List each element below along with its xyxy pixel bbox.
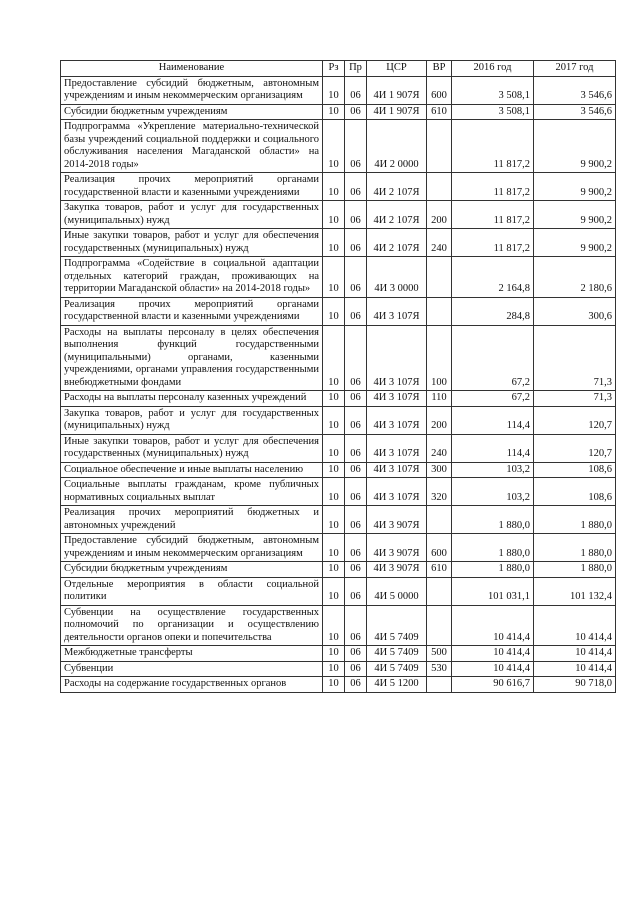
row-rz: 10 — [323, 506, 345, 534]
row-amount-2016: 1 880,0 — [452, 534, 534, 562]
row-vr: 300 — [427, 462, 452, 478]
row-rz: 10 — [323, 534, 345, 562]
budget-table — [60, 60, 616, 693]
row-amount-2017: 10 414,4 — [534, 646, 616, 662]
row-csr: 4И 2 0000 — [367, 120, 427, 173]
row-amount-2016: 90 616,7 — [452, 677, 534, 693]
row-name: Закупка товаров, работ и услуг для государственных (муниципальных) нужд — [61, 201, 323, 229]
row-csr: 4И 3 107Я — [367, 406, 427, 434]
row-pr: 06 — [345, 577, 367, 605]
table-row — [61, 104, 616, 120]
row-amount-2016: 10 414,4 — [452, 605, 534, 646]
row-csr: 4И 3 107Я — [367, 391, 427, 407]
row-amount-2017: 9 900,2 — [534, 173, 616, 201]
row-name: Социальное обеспечение и иные выплаты населению — [61, 462, 323, 478]
row-vr: 610 — [427, 562, 452, 578]
table-row — [61, 562, 616, 578]
row-rz: 10 — [323, 104, 345, 120]
row-rz: 10 — [323, 297, 345, 325]
row-vr: 600 — [427, 534, 452, 562]
table-header-row — [61, 61, 616, 77]
row-csr: 4И 3 107Я — [367, 325, 427, 391]
row-rz: 10 — [323, 229, 345, 257]
table-row — [61, 391, 616, 407]
row-csr: 4И 5 7409 — [367, 646, 427, 662]
row-amount-2016: 101 031,1 — [452, 577, 534, 605]
row-amount-2017: 71,3 — [534, 391, 616, 407]
row-csr: 4И 3 107Я — [367, 478, 427, 506]
row-amount-2017: 10 414,4 — [534, 661, 616, 677]
row-pr: 06 — [345, 534, 367, 562]
row-amount-2016: 103,2 — [452, 462, 534, 478]
table-row — [61, 76, 616, 104]
row-name: Расходы на выплаты персоналу казенных учреждений — [61, 391, 323, 407]
row-csr: 4И 5 7409 — [367, 605, 427, 646]
row-name: Субвенции — [61, 661, 323, 677]
row-name: Расходы на содержание государственных органов — [61, 677, 323, 693]
row-name: Отдельные мероприятия в области социальной политики — [61, 577, 323, 605]
row-rz: 10 — [323, 406, 345, 434]
row-vr — [427, 297, 452, 325]
row-pr: 06 — [345, 506, 367, 534]
row-pr: 06 — [345, 478, 367, 506]
row-name: Предоставление субсидий бюджетным, автономным учреждениям и иным некоммерческим организациям — [61, 76, 323, 104]
row-rz: 10 — [323, 562, 345, 578]
table-row — [61, 646, 616, 662]
row-vr: 600 — [427, 76, 452, 104]
row-amount-2017: 120,7 — [534, 406, 616, 434]
row-vr: 100 — [427, 325, 452, 391]
row-amount-2016: 3 508,1 — [452, 76, 534, 104]
row-amount-2017: 300,6 — [534, 297, 616, 325]
row-vr — [427, 506, 452, 534]
row-rz: 10 — [323, 577, 345, 605]
header-name: Наименование — [61, 61, 323, 77]
row-csr: 4И 5 7409 — [367, 661, 427, 677]
row-amount-2017: 10 414,4 — [534, 605, 616, 646]
row-pr: 06 — [345, 646, 367, 662]
table-row — [61, 434, 616, 462]
row-amount-2016: 10 414,4 — [452, 661, 534, 677]
row-csr: 4И 3 107Я — [367, 434, 427, 462]
row-pr: 06 — [345, 120, 367, 173]
row-rz: 10 — [323, 201, 345, 229]
table-row — [61, 478, 616, 506]
row-amount-2017: 1 880,0 — [534, 506, 616, 534]
row-pr: 06 — [345, 297, 367, 325]
row-amount-2017: 71,3 — [534, 325, 616, 391]
row-name: Социальные выплаты гражданам, кроме публичных нормативных социальных выплат — [61, 478, 323, 506]
row-rz: 10 — [323, 173, 345, 201]
row-amount-2017: 90 718,0 — [534, 677, 616, 693]
row-rz: 10 — [323, 478, 345, 506]
row-rz: 10 — [323, 391, 345, 407]
row-amount-2017: 101 132,4 — [534, 577, 616, 605]
row-vr: 240 — [427, 229, 452, 257]
row-pr: 06 — [345, 661, 367, 677]
row-amount-2017: 3 546,6 — [534, 104, 616, 120]
row-name: Подпрограмма «Укрепление материально-технической базы учреждений социальной поддержки и социального обслуживания населения Магаданской области» на 2014-2018 годы» — [61, 120, 323, 173]
row-amount-2016: 1 880,0 — [452, 506, 534, 534]
row-pr: 06 — [345, 605, 367, 646]
row-pr: 06 — [345, 229, 367, 257]
row-amount-2016: 67,2 — [452, 325, 534, 391]
row-csr: 4И 2 107Я — [367, 229, 427, 257]
table-row — [61, 406, 616, 434]
row-vr — [427, 257, 452, 298]
table-row — [61, 229, 616, 257]
row-rz: 10 — [323, 605, 345, 646]
row-pr: 06 — [345, 173, 367, 201]
table-row — [61, 506, 616, 534]
table-row — [61, 577, 616, 605]
row-amount-2017: 108,6 — [534, 462, 616, 478]
row-vr: 530 — [427, 661, 452, 677]
row-amount-2016: 103,2 — [452, 478, 534, 506]
row-amount-2016: 114,4 — [452, 406, 534, 434]
row-amount-2016: 11 817,2 — [452, 120, 534, 173]
row-csr: 4И 1 907Я — [367, 76, 427, 104]
row-amount-2016: 3 508,1 — [452, 104, 534, 120]
row-vr: 610 — [427, 104, 452, 120]
table-row — [61, 257, 616, 298]
row-csr: 4И 1 907Я — [367, 104, 427, 120]
row-rz: 10 — [323, 462, 345, 478]
header-vr: ВР — [427, 61, 452, 77]
table-row — [61, 534, 616, 562]
header-pr: Пр — [345, 61, 367, 77]
row-name: Субвенции на осуществление государственных полномочий по организации и осуществлению деятельности органов опеки и попечительства — [61, 605, 323, 646]
row-amount-2016: 11 817,2 — [452, 229, 534, 257]
row-pr: 06 — [345, 434, 367, 462]
row-rz: 10 — [323, 76, 345, 104]
table-body — [61, 76, 616, 692]
table-row — [61, 325, 616, 391]
row-amount-2017: 9 900,2 — [534, 201, 616, 229]
document-page — [60, 60, 615, 693]
row-vr — [427, 120, 452, 173]
table-row — [61, 661, 616, 677]
header-csr: ЦСР — [367, 61, 427, 77]
row-vr — [427, 173, 452, 201]
row-pr: 06 — [345, 677, 367, 693]
row-vr — [427, 677, 452, 693]
row-rz: 10 — [323, 120, 345, 173]
row-vr: 240 — [427, 434, 452, 462]
row-vr — [427, 605, 452, 646]
row-csr: 4И 3 107Я — [367, 297, 427, 325]
row-amount-2016: 67,2 — [452, 391, 534, 407]
row-pr: 06 — [345, 562, 367, 578]
row-csr: 4И 3 907Я — [367, 534, 427, 562]
row-amount-2017: 3 546,6 — [534, 76, 616, 104]
row-amount-2016: 10 414,4 — [452, 646, 534, 662]
row-csr: 4И 3 907Я — [367, 562, 427, 578]
row-vr: 500 — [427, 646, 452, 662]
row-name: Предоставление субсидий бюджетным, автономным учреждениям и иным некоммерческим организациям — [61, 534, 323, 562]
row-amount-2017: 2 180,6 — [534, 257, 616, 298]
row-name: Реализация прочих мероприятий органами государственной власти и казенными учреждениями — [61, 297, 323, 325]
row-rz: 10 — [323, 677, 345, 693]
row-rz: 10 — [323, 257, 345, 298]
row-amount-2017: 108,6 — [534, 478, 616, 506]
row-name: Иные закупки товаров, работ и услуг для обеспечения государственных (муниципальных) нужд — [61, 229, 323, 257]
row-csr: 4И 2 107Я — [367, 201, 427, 229]
row-name: Закупка товаров, работ и услуг для государственных (муниципальных) нужд — [61, 406, 323, 434]
row-pr: 06 — [345, 325, 367, 391]
row-amount-2016: 284,8 — [452, 297, 534, 325]
row-name: Реализация прочих мероприятий органами государственной власти и казенными учреждениями — [61, 173, 323, 201]
row-name: Субсидии бюджетным учреждениям — [61, 562, 323, 578]
table-row — [61, 120, 616, 173]
row-vr — [427, 577, 452, 605]
row-amount-2017: 1 880,0 — [534, 562, 616, 578]
row-rz: 10 — [323, 661, 345, 677]
row-amount-2017: 9 900,2 — [534, 229, 616, 257]
row-amount-2016: 1 880,0 — [452, 562, 534, 578]
row-name: Расходы на выплаты персоналу в целях обеспечения выполнения функций государственными (муниципальными) органами, казенными учреждениями, органами управления государственными внебюджетными фондами — [61, 325, 323, 391]
row-rz: 10 — [323, 646, 345, 662]
header-2017: 2017 год — [534, 61, 616, 77]
row-csr: 4И 5 1200 — [367, 677, 427, 693]
row-amount-2016: 11 817,2 — [452, 173, 534, 201]
row-pr: 06 — [345, 201, 367, 229]
table-row — [61, 605, 616, 646]
row-amount-2017: 9 900,2 — [534, 120, 616, 173]
row-vr: 200 — [427, 406, 452, 434]
row-amount-2016: 114,4 — [452, 434, 534, 462]
row-pr: 06 — [345, 104, 367, 120]
table-row — [61, 201, 616, 229]
row-amount-2016: 11 817,2 — [452, 201, 534, 229]
row-amount-2017: 120,7 — [534, 434, 616, 462]
row-csr: 4И 2 107Я — [367, 173, 427, 201]
row-csr: 4И 3 0000 — [367, 257, 427, 298]
row-name: Реализация прочих мероприятий бюджетных и автономных учреждений — [61, 506, 323, 534]
row-rz: 10 — [323, 325, 345, 391]
row-name: Межбюджетные трансферты — [61, 646, 323, 662]
row-pr: 06 — [345, 391, 367, 407]
row-amount-2016: 2 164,8 — [452, 257, 534, 298]
row-csr: 4И 5 0000 — [367, 577, 427, 605]
row-amount-2017: 1 880,0 — [534, 534, 616, 562]
table-row — [61, 297, 616, 325]
row-pr: 06 — [345, 257, 367, 298]
row-pr: 06 — [345, 462, 367, 478]
table-row — [61, 462, 616, 478]
row-rz: 10 — [323, 434, 345, 462]
row-name: Иные закупки товаров, работ и услуг для обеспечения государственных (муниципальных) нужд — [61, 434, 323, 462]
row-vr: 320 — [427, 478, 452, 506]
row-pr: 06 — [345, 406, 367, 434]
row-name: Субсидии бюджетным учреждениям — [61, 104, 323, 120]
header-rz: Рз — [323, 61, 345, 77]
row-vr: 200 — [427, 201, 452, 229]
row-csr: 4И 3 907Я — [367, 506, 427, 534]
table-row — [61, 173, 616, 201]
row-pr: 06 — [345, 76, 367, 104]
header-2016: 2016 год — [452, 61, 534, 77]
row-name: Подпрограмма «Содействие в социальной адаптации отдельных категорий граждан, проживающих на территории Магаданской области» на 2014-2018 годы» — [61, 257, 323, 298]
row-csr: 4И 3 107Я — [367, 462, 427, 478]
table-row — [61, 677, 616, 693]
row-vr: 110 — [427, 391, 452, 407]
